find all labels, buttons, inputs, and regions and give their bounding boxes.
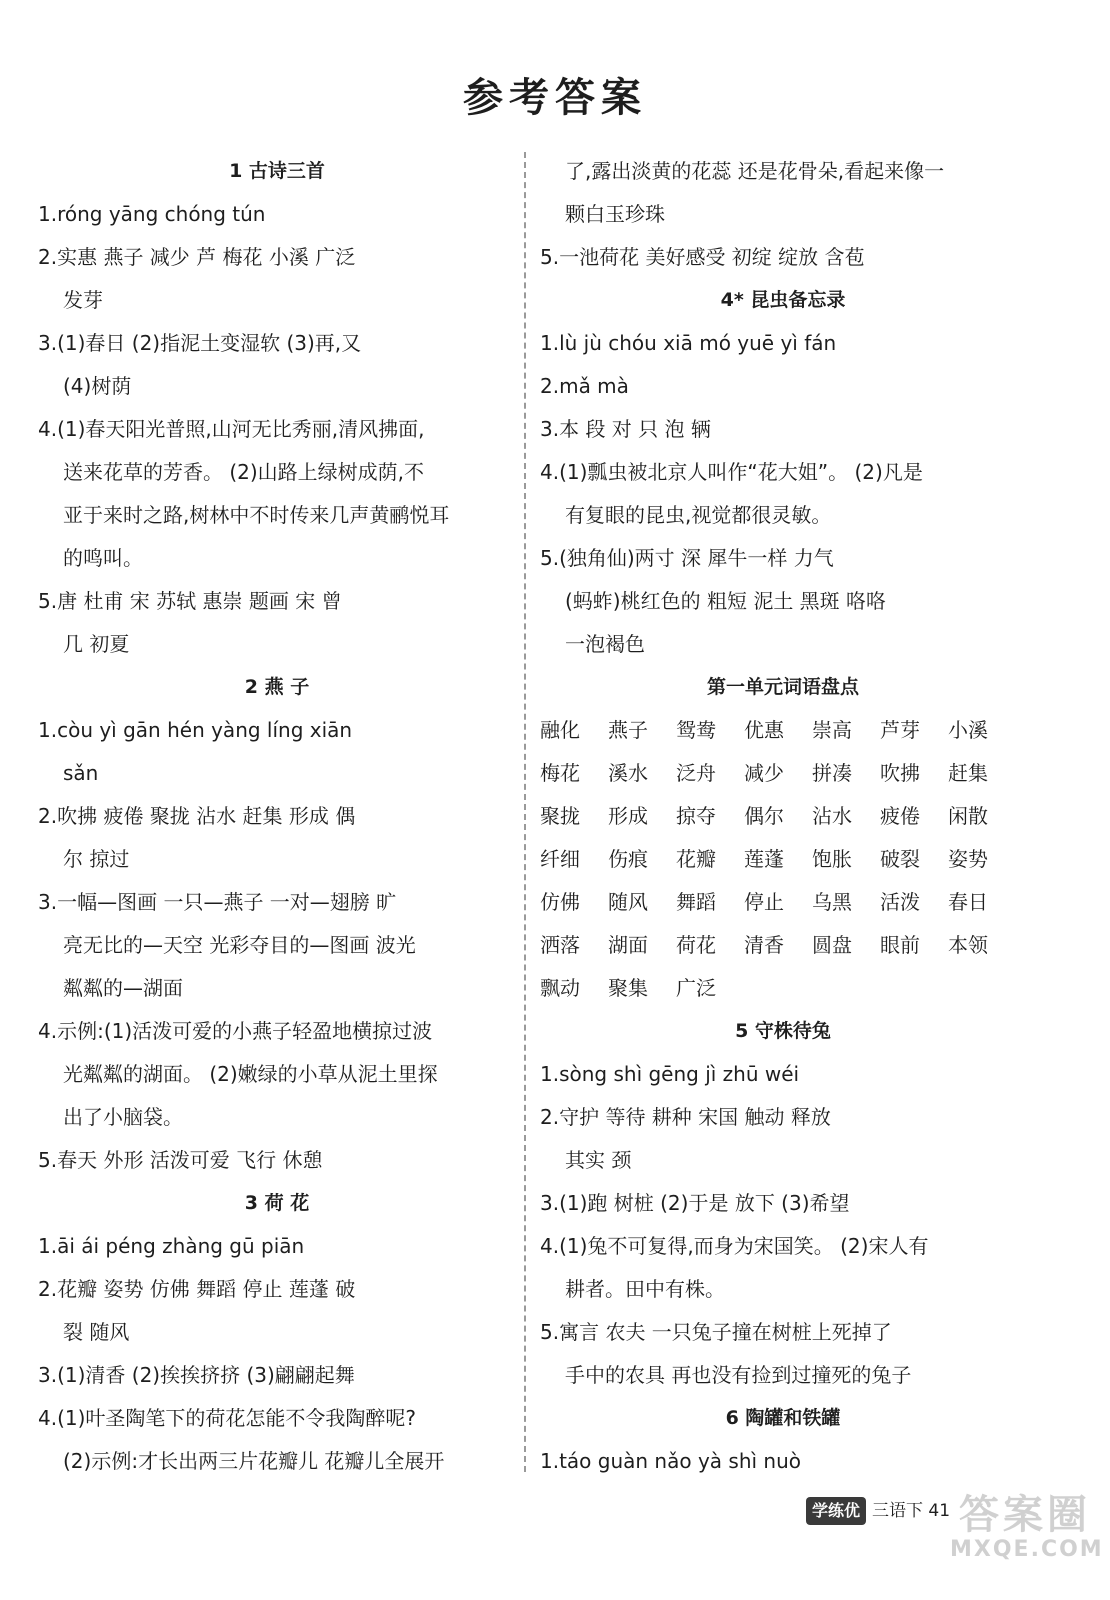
word-row bbox=[540, 752, 1026, 795]
review-word: 聚集 bbox=[608, 976, 648, 1000]
section-heading: 3 荷 花 bbox=[244, 1192, 310, 1214]
answer-line: 4.(1)叶圣陶笔下的荷花怎能不令我陶醉呢? bbox=[38, 1406, 417, 1430]
answer-line: 2.mǎ mà bbox=[540, 374, 629, 398]
review-word: 聚拢 bbox=[540, 804, 580, 828]
word-row bbox=[540, 967, 1026, 1010]
answer-line: 手中的农具 再也没有捡到过撞死的兔子 bbox=[565, 1363, 912, 1387]
right-column bbox=[540, 150, 1026, 1483]
answer-line: 5.寓言 农夫 一只兔子撞在树桩上死掉了 bbox=[540, 1320, 892, 1344]
review-word: 优惠 bbox=[744, 718, 784, 742]
review-word: 停止 bbox=[744, 890, 784, 914]
answer-line: 2.实惠 燕子 减少 芦 梅花 小溪 广泛 bbox=[38, 245, 356, 269]
answer-line: 一泡褐色 bbox=[565, 632, 645, 656]
answer-line: 1.táo guàn nǎo yà shì nuò bbox=[540, 1449, 802, 1473]
answer-line: 4.示例:(1)活泼可爱的小燕子轻盈地横掠过波 bbox=[38, 1019, 433, 1043]
answer-line: 1.lù jù chóu xiā mó yuē yì fán bbox=[540, 331, 837, 355]
review-word: 荷花 bbox=[676, 933, 716, 957]
left-column bbox=[38, 150, 516, 1483]
word-review-grid bbox=[540, 709, 1026, 1010]
page-number: 三语下 41 bbox=[872, 1501, 951, 1521]
answer-line: 5.一池荷花 美好感受 初绽 绽放 含苞 bbox=[540, 245, 865, 269]
answer-line: 粼粼的—湖面 bbox=[63, 976, 183, 1000]
watermark-en: MXQE.COM bbox=[950, 1537, 1104, 1562]
answer-line: 裂 随风 bbox=[63, 1320, 130, 1344]
review-word: 崇高 bbox=[812, 718, 852, 742]
review-word: 湖面 bbox=[608, 933, 648, 957]
review-word: 清香 bbox=[744, 933, 784, 957]
review-word: 偶尔 bbox=[744, 804, 784, 828]
brand-badge: 学练优 bbox=[806, 1497, 866, 1525]
word-row bbox=[540, 838, 1026, 881]
review-word: 本领 bbox=[948, 933, 988, 957]
review-word: 融化 bbox=[540, 718, 580, 742]
answer-line: 送来花草的芳香。 (2)山路上绿树成荫,不 bbox=[63, 460, 425, 484]
answer-line: 颗白玉珍珠 bbox=[565, 202, 665, 226]
review-word: 舞蹈 bbox=[676, 890, 716, 914]
review-word: 梅花 bbox=[540, 761, 580, 785]
answer-line: 1.còu yì gān hén yàng líng xiān bbox=[38, 718, 353, 742]
answer-line: 几 初夏 bbox=[63, 632, 130, 656]
right-column-upper bbox=[540, 150, 1026, 709]
word-row bbox=[540, 881, 1026, 924]
review-word: 小溪 bbox=[948, 718, 988, 742]
right-column-lower bbox=[540, 1010, 1026, 1483]
answer-line: 其实 颈 bbox=[565, 1148, 632, 1172]
review-word: 疲倦 bbox=[880, 804, 920, 828]
answer-line: sǎn bbox=[63, 761, 99, 785]
review-word: 飘动 bbox=[540, 976, 580, 1000]
word-row bbox=[540, 709, 1026, 752]
word-row bbox=[540, 924, 1026, 967]
section-heading: 6 陶罐和铁罐 bbox=[725, 1407, 841, 1429]
answer-line: 5.唐 杜甫 宋 苏轼 惠崇 题画 宋 曾 bbox=[38, 589, 342, 613]
answer-line: 4.(1)春天阳光普照,山河无比秀丽,清风拂面, bbox=[38, 417, 425, 441]
answer-line: 5.春天 外形 活泼可爱 飞行 休憩 bbox=[38, 1148, 323, 1172]
answer-line: (4)树荫 bbox=[63, 374, 132, 398]
review-word: 溪水 bbox=[608, 761, 648, 785]
review-word: 掠夺 bbox=[676, 804, 716, 828]
review-word: 纤细 bbox=[540, 847, 580, 871]
answer-line: 4.(1)瓢虫被北京人叫作“花大姐”。 (2)凡是 bbox=[540, 460, 923, 484]
answer-line: 4.(1)兔不可复得,而身为宋国笑。 (2)宋人有 bbox=[540, 1234, 929, 1258]
review-word: 饱胀 bbox=[812, 847, 852, 871]
answer-line: 光粼粼的湖面。 (2)嫩绿的小草从泥土里探 bbox=[63, 1062, 438, 1086]
answer-line: 3.本 段 对 只 泡 辆 bbox=[540, 417, 711, 441]
answer-line: 3.一幅—图画 一只—燕子 一对—翅膀 旷 bbox=[38, 890, 397, 914]
review-word: 吹拂 bbox=[880, 761, 920, 785]
answer-line: 出了小脑袋。 bbox=[63, 1105, 183, 1129]
review-word: 赶集 bbox=[948, 761, 988, 785]
review-word: 伤痕 bbox=[608, 847, 648, 871]
section-heading: 4* 昆虫备忘录 bbox=[720, 289, 846, 311]
answer-line: 尔 掠过 bbox=[63, 847, 130, 871]
answer-line: 亮无比的—天空 光彩夺目的—图画 波光 bbox=[63, 933, 416, 957]
answer-line: (2)示例:才长出两三片花瓣儿 花瓣儿全展开 bbox=[63, 1449, 445, 1473]
review-word: 花瓣 bbox=[676, 847, 716, 871]
review-word: 沾水 bbox=[812, 804, 852, 828]
review-word: 莲蓬 bbox=[744, 847, 784, 871]
review-word: 活泼 bbox=[880, 890, 920, 914]
review-word: 眼前 bbox=[880, 933, 920, 957]
answer-line: 1.sòng shì gēng jì zhū wéi bbox=[540, 1062, 800, 1086]
section-heading: 第一单元词语盘点 bbox=[706, 676, 859, 698]
review-word: 圆盘 bbox=[812, 933, 852, 957]
page-title: 参考答案 bbox=[463, 74, 647, 121]
review-word: 燕子 bbox=[608, 718, 648, 742]
word-row bbox=[540, 795, 1026, 838]
review-word: 形成 bbox=[608, 804, 648, 828]
review-word: 鸳鸯 bbox=[676, 718, 716, 742]
review-word: 减少 bbox=[744, 761, 784, 785]
section-heading: 5 守株待兔 bbox=[735, 1020, 831, 1042]
review-word: 闲散 bbox=[948, 804, 988, 828]
answer-line: 发芽 bbox=[63, 288, 103, 312]
review-word: 拼凑 bbox=[812, 761, 852, 785]
review-word: 泛舟 bbox=[676, 761, 716, 785]
answer-line: 耕者。田中有株。 bbox=[565, 1277, 725, 1301]
page-footer bbox=[806, 1497, 950, 1525]
watermark-cn: 答案圈 bbox=[959, 1492, 1091, 1538]
answer-line: 2.守护 等待 耕种 宋国 触动 释放 bbox=[540, 1105, 831, 1129]
review-word: 芦芽 bbox=[880, 718, 920, 742]
answer-line: 5.(独角仙)两寸 深 犀牛一样 力气 bbox=[540, 546, 834, 570]
answer-line: 3.(1)跑 树桩 (2)于是 放下 (3)希望 bbox=[540, 1191, 850, 1215]
answer-line: 的鸣叫。 bbox=[63, 546, 143, 570]
review-word: 洒落 bbox=[540, 933, 580, 957]
answer-line: 2.吹拂 疲倦 聚拢 沾水 赶集 形成 偶 bbox=[38, 804, 356, 828]
review-word: 随风 bbox=[608, 890, 648, 914]
answer-line: 3.(1)春日 (2)指泥土变湿软 (3)再,又 bbox=[38, 331, 362, 355]
review-word: 姿势 bbox=[948, 847, 988, 871]
review-word: 广泛 bbox=[676, 976, 716, 1000]
column-divider bbox=[524, 152, 526, 1472]
review-word: 破裂 bbox=[880, 847, 920, 871]
answer-line: 1.róng yāng chóng tún bbox=[38, 202, 266, 226]
answer-line: 1.āi ái péng zhàng gū piān bbox=[38, 1234, 305, 1258]
review-word: 仿佛 bbox=[540, 890, 580, 914]
section-heading: 2 燕 子 bbox=[244, 676, 310, 698]
answer-line: (蚂蚱)桃红色的 粗短 泥土 黑斑 咯咯 bbox=[565, 589, 887, 613]
review-word: 乌黑 bbox=[812, 890, 852, 914]
watermark bbox=[950, 1492, 1104, 1562]
review-word: 春日 bbox=[948, 890, 988, 914]
answer-line: 亚于来时之路,树林中不时传来几声黄鹂悦耳 bbox=[63, 503, 450, 527]
answer-line: 2.花瓣 姿势 仿佛 舞蹈 停止 莲蓬 破 bbox=[38, 1277, 356, 1301]
answer-line: 有复眼的昆虫,视觉都很灵敏。 bbox=[565, 503, 832, 527]
answer-line: 了,露出淡黄的花蕊 还是花骨朵,看起来像一 bbox=[565, 159, 945, 183]
answer-line: 3.(1)清香 (2)挨挨挤挤 (3)翩翩起舞 bbox=[38, 1363, 355, 1387]
section-heading: 1 古诗三首 bbox=[229, 160, 325, 182]
